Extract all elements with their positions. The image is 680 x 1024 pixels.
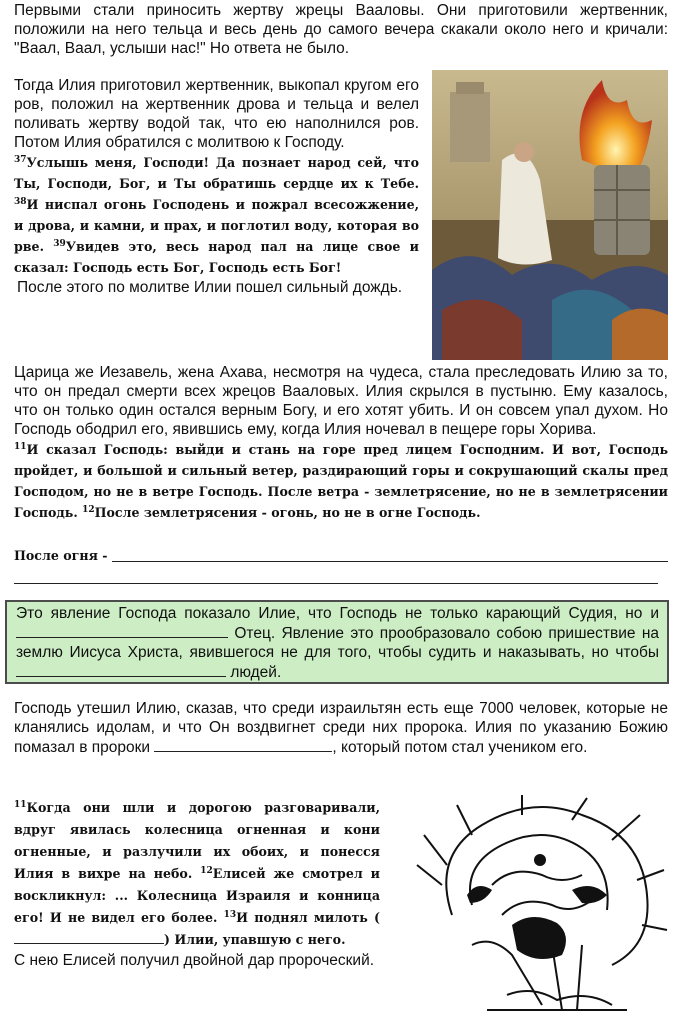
highlight-box xyxy=(5,600,669,684)
open-paren: ( xyxy=(374,910,380,925)
verse-37-text: Услышь меня, Господи! Да познает народ сей, что Ты, Господи, Бог, и Ты обратишь сердце их к Тебе. xyxy=(14,155,419,191)
jezebel-text: Царица же Иезавель, жена Ахава, несмотря на чудеса, стала преследовать Илию за то, что он предал смерти всех жрецов Вааловых. Илия скрылся в пустыню. Ему казалось, что он только один остался верным Богу, и его хотят убить. И он совсем упал духом. Но Господь ободрил его, явившись ему, когда Илия ночевал в пещере горы Хорива. xyxy=(14,364,668,438)
verses-11-13-chariot xyxy=(14,797,380,951)
chariot-section xyxy=(14,797,380,970)
elijah-altar-text: Тогда Илия приготовил жертвенник, выкопал кругом его ров, положил на жертвенник дрова и тельца и велел поливать жертву водой так, что ею наполнился ров. Потом Илия обратился с молитвою к Господу. xyxy=(14,77,419,151)
altar-fire-illustration xyxy=(432,70,668,360)
chariot-verse-12-text: Елисей же смотрел и воскликнул: ... Колесница Израиля и конница его! И не видел его более. xyxy=(14,866,381,925)
comfort-text-1: Господь утешил Илию, сказав, что среди израильтян есть еще 7000 человек, которые не кланялись идолам, и что Он воздвигнет среди них пророка. Илия по указанию Божию помазал в пророки xyxy=(14,700,668,756)
verse-number-39: 39 xyxy=(53,238,66,249)
box-text-2: Отец. Явление это прообразовало собою пришествие на землю Иисуса Христа, явившегося не для того, чтобы судить и наказывать, но чтобы xyxy=(16,625,659,661)
close-paren: ) xyxy=(164,932,170,947)
prophet-blank[interactable] xyxy=(154,737,332,752)
fiery-chariot-illustration xyxy=(412,795,670,1021)
answer-line-2[interactable] xyxy=(14,583,658,584)
rain-text: После этого по молитве Илии пошел сильный дождь. xyxy=(17,279,403,296)
fire-prompt: После огня - xyxy=(14,548,108,563)
chariot-verse-13-end: Илии, упавшую с него. xyxy=(174,932,346,947)
chariot-verse-11-text: Когда они шли и дорогою разговаривали, вдруг явилась колесница огненная и кони огненные, и разлучили их обоих, и понесся Илия в вихре на небо. xyxy=(14,800,380,881)
verse-number-37: 37 xyxy=(14,154,27,165)
comfort-text-2: , который потом стал учеником его. xyxy=(332,739,588,756)
comfort-paragraph xyxy=(14,699,668,757)
altar-fire-picture xyxy=(432,70,668,360)
box-blank-2[interactable] xyxy=(16,662,226,677)
verse-12-text: После землетрясения - огонь, но не в огне Господь. xyxy=(94,505,481,520)
verses-37-39 xyxy=(14,152,419,278)
box-blank-1[interactable] xyxy=(16,623,228,638)
answer-line-1[interactable] xyxy=(112,561,668,562)
intro-paragraph: Первыми стали приносить жертву жрецы Вааловы. Они приготовили жертвенник, положили на него тельца и весь день до самого вечера скакали около него и кричали: "Ваал, Ваал, услыши нас!" Но ответа не было. xyxy=(14,2,668,57)
highlight-text xyxy=(16,604,659,682)
verse-number-38: 38 xyxy=(14,196,27,207)
verses-11-12-horeb xyxy=(14,439,668,523)
verse-11-text: И сказал Господь: выйди и стань на горе пред лицем Господним. И вот, Господь пройдет, и большой и сильный ветер, раздирающий горы и сокрушающий скалы пред Господом, но не в ветре Господь. После ветра - землетрясение, но не в землетрясении Господь. xyxy=(14,442,668,520)
fiery-chariot-picture xyxy=(412,795,670,1021)
elijah-altar-section xyxy=(14,76,419,297)
box-text-1: Это явление Господа показало Илие, что Господь не только карающий Судия, но и xyxy=(16,605,659,622)
jezebel-section xyxy=(14,363,668,523)
chariot-verse-number-13: 13 xyxy=(223,909,237,920)
chariot-verse-13-text: И поднял милоть xyxy=(236,910,368,925)
verse-39-text: Увидев это, весь народ пал на лице свое и сказал: Господь есть Бог, Господь есть Бог! xyxy=(14,239,419,275)
verse-38-text: И ниспал огонь Господень и пожрал всесожжение, и дрова, и камни, и прах, и поглотил воду, которая во рве. xyxy=(14,197,419,254)
box-text-3: людей. xyxy=(230,664,282,681)
verse-number-11: 11 xyxy=(14,441,27,452)
double-gift-text: С нею Елисей получил двойной дар пророческий. xyxy=(14,952,375,969)
mantle-blank[interactable] xyxy=(14,929,164,944)
chariot-verse-number-12: 12 xyxy=(200,865,213,876)
verse-number-12: 12 xyxy=(82,504,95,515)
chariot-verse-number-11: 11 xyxy=(14,799,27,810)
